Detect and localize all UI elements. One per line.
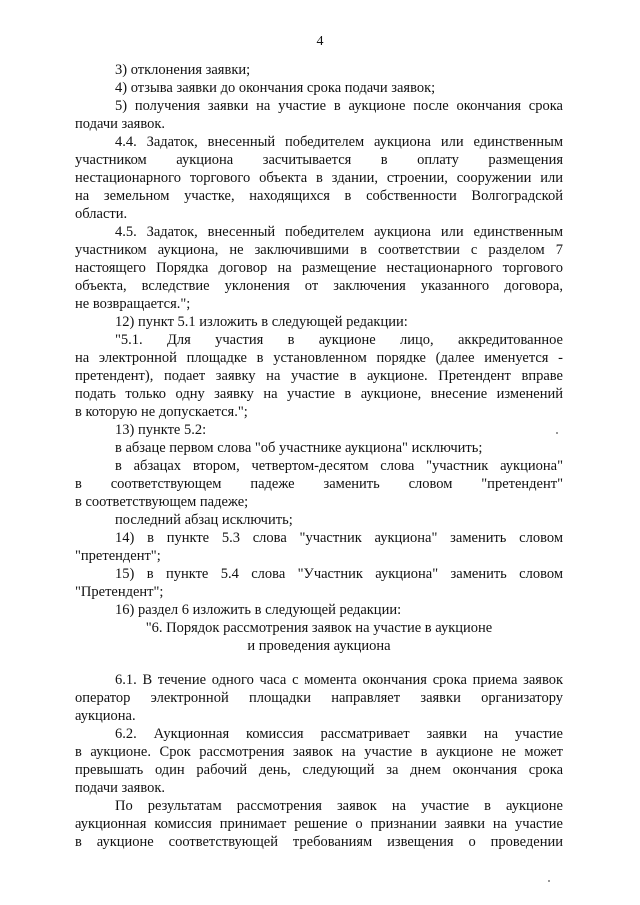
text-line: "5.1. Для участия в аукционе лицо, аккредитованное [115,332,563,348]
text-line: 12) пункт 5.1 изложить в следующей редакции: [115,314,408,330]
text-line: нестационарного торгового объекта в здании, строении, сооружении или [75,170,563,186]
text-line: в которую не допускается."; [75,404,248,420]
text-line: "претендент"; [75,548,161,564]
text-line: оператор электронной площадки направляет заявки организатору [75,690,563,706]
text-line: в соответствующем падеже; [75,494,249,510]
text-line: последний абзац исключить; [115,512,293,528]
text-line: 4.5. Задаток, внесенный победителем аукциона или единственным [115,224,563,240]
text-line: не возвращается."; [75,296,191,312]
text-line: 4) отзыва заявки до окончания срока подачи заявок; [115,80,436,96]
text-line: 5) получения заявки на участие в аукционе после окончания срока [115,98,563,114]
text-line: объекта, вследствие уклонения от заключения указанного договора, [75,278,563,294]
text-line: подать только одну заявку на участие в аукционе, внесение изменений [75,386,563,402]
text-line: 14) в пункте 5.3 слова "участник аукциона" заменить словом [115,530,563,546]
section-heading: и проведения аукциона [247,638,391,654]
text-line: аукционная комиссия принимает решение о признании заявки на участие [75,816,563,832]
text-line: в аукционе соответствующей требованиям извещения о проведении [75,834,563,850]
text-line: По результатам рассмотрения заявок на участие в аукционе [115,798,563,814]
scan-speck [548,880,550,882]
text-line: 6.1. В течение одного часа с момента окончания срока приема заявок [115,672,563,688]
text-line: области. [75,206,128,222]
section-heading: "6. Порядок рассмотрения заявок на участие в аукционе [145,620,493,636]
text-line: претендент), подает заявку на участие в аукционе. Претендент вправе [75,368,563,384]
text-line: подачи заявок. [75,116,166,132]
text-line: в соответствующем падеже заменить словом "претендент" [75,476,563,492]
page-number: 4 [316,34,324,49]
text-line: 16) раздел 6 изложить в следующей редакции: [115,602,402,618]
text-line: превышать один рабочий день, следующий за днем окончания срока [75,762,563,778]
text-line: участником аукциона, не заключившими в соответствии с разделом 7 [75,242,563,258]
scan-speck [556,432,558,434]
text-line: в абзацах втором, четвертом-десятом слова "участник аукциона" [115,458,563,474]
text-line: подачи заявок. [75,780,166,796]
text-line: участником аукциона засчитывается в оплату размещения [75,152,563,168]
text-line: на электронной площадке в установленном порядке (далее именуется - [75,350,563,366]
text-line: 13) пункте 5.2: [115,422,207,438]
text-line: настоящего Порядка договор на размещение нестационарного торгового [75,260,563,276]
text-line: 4.4. Задаток, внесенный победителем аукциона или единственным [115,134,563,150]
text-line: аукциона. [75,708,136,724]
text-line: в аукционе. Срок рассмотрения заявок на участие в аукционе не может [75,744,563,760]
text-line: на земельном участке, находящихся в собственности Волгоградской [75,188,563,204]
text-line: 15) в пункте 5.4 слова "Участник аукциона" заменить словом [115,566,563,582]
text-line: "Претендент"; [75,584,164,600]
text-line: в абзаце первом слова "об участнике аукциона" исключить; [115,440,483,456]
text-line: 6.2. Аукционная комиссия рассматривает заявки на участие [115,726,563,742]
text-line: 3) отклонения заявки; [115,62,251,78]
